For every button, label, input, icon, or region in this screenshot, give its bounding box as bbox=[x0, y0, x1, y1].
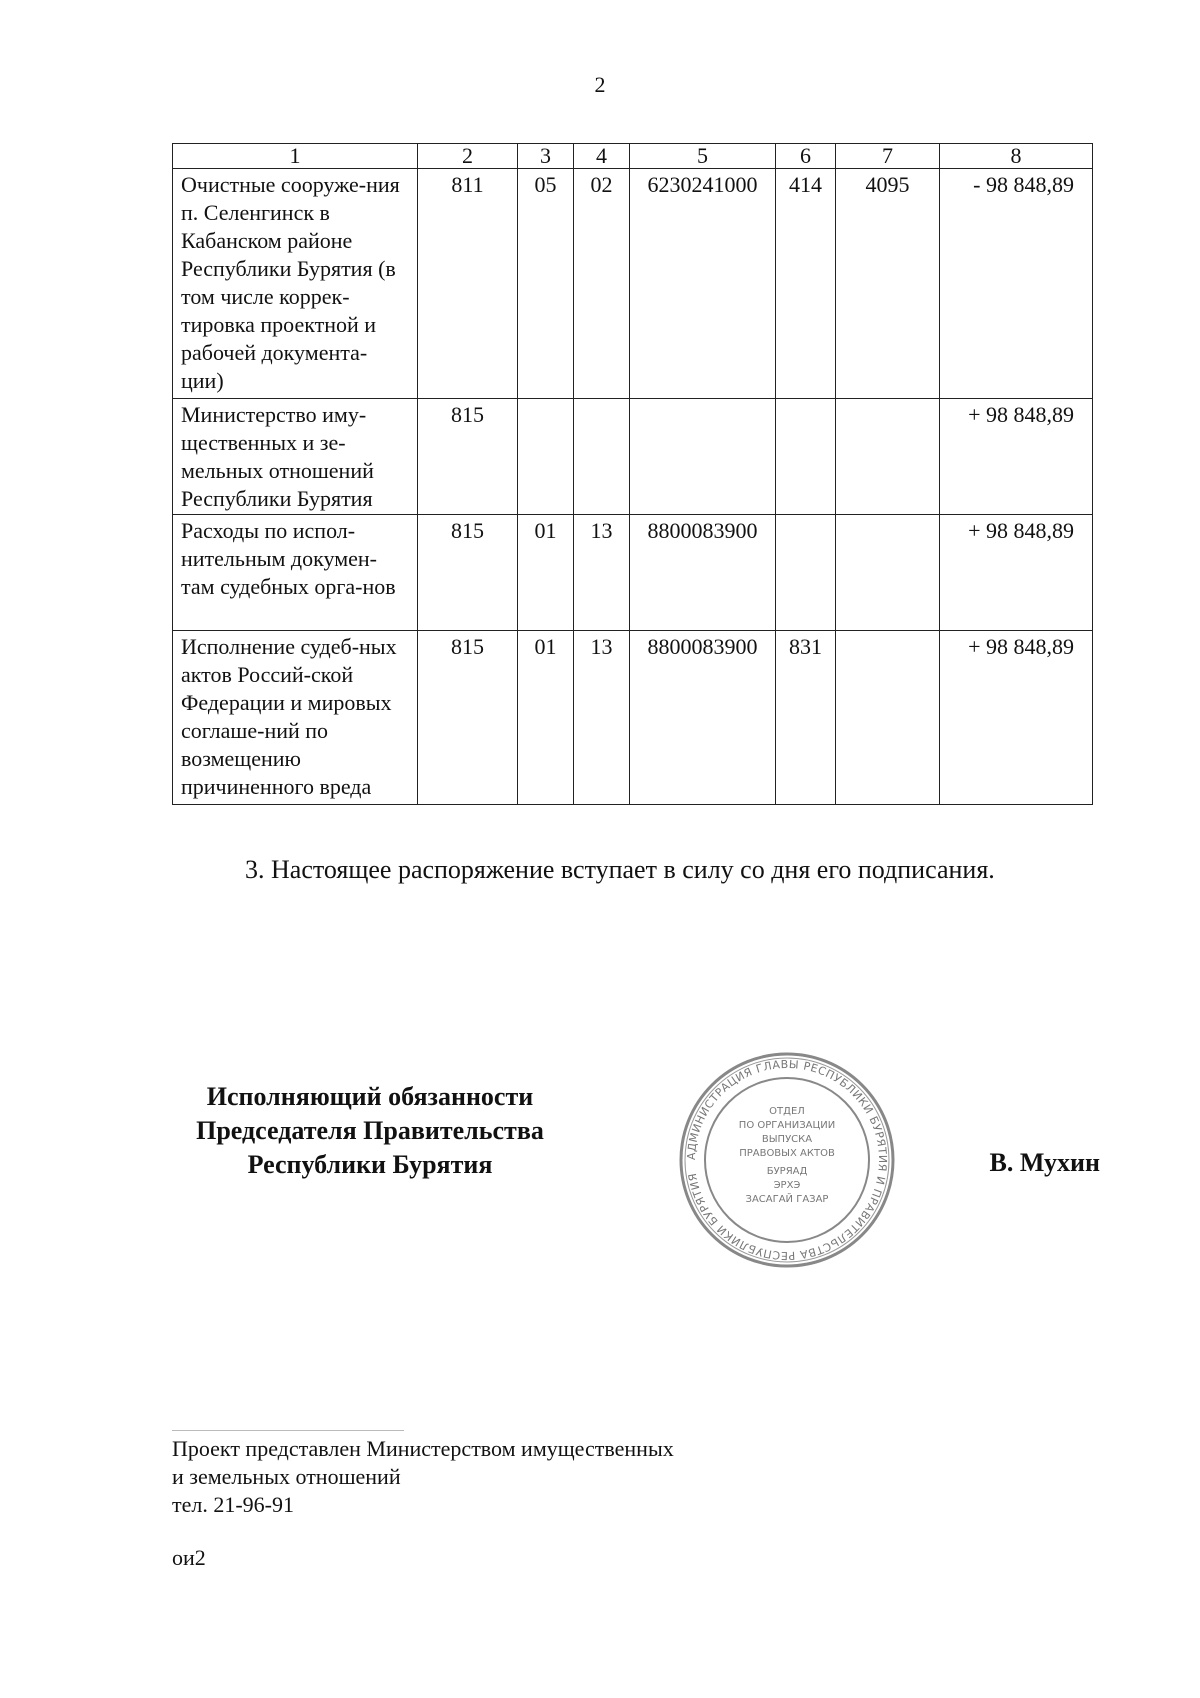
signer-name: В. Мухин bbox=[989, 1148, 1100, 1177]
table-cell-sum: - 98 848,89 bbox=[940, 169, 1093, 399]
signer-title-line: Республики Бурятия bbox=[247, 1150, 493, 1179]
table-cell: 815 bbox=[418, 399, 518, 515]
seal-inner-line: ВЫПУСКА bbox=[761, 1134, 813, 1145]
table-cell: 815 bbox=[418, 515, 518, 631]
seal-inner-line: БУРЯАД bbox=[766, 1166, 808, 1177]
table-cell: 13 bbox=[574, 515, 630, 631]
table-cell: 01 bbox=[518, 631, 574, 805]
signer-title-line: Исполняющий обязанности bbox=[206, 1082, 534, 1111]
svg-text:АДМИНИСТРАЦИЯ ГЛАВЫ РЕСПУБЛИКИ bbox=[685, 1058, 889, 1262]
footnote-line: тел. 21-96-91 bbox=[172, 1492, 295, 1517]
footnote bbox=[172, 1435, 674, 1519]
table-cell: 811 bbox=[418, 169, 518, 399]
table-cell-name: Очистные сооруже-ния п. Селенгинск в Кабанском районе Республики Бурятия (в том числе коррек-тировка проектной и рабочей документа-ции) bbox=[173, 169, 418, 399]
table-cell bbox=[630, 399, 776, 515]
table-cell: 414 bbox=[776, 169, 836, 399]
column-header: 3 bbox=[518, 144, 574, 169]
footnote-line: и земельных отношений bbox=[172, 1464, 401, 1489]
footnote-line: Проект представлен Министерством имущественных bbox=[172, 1436, 674, 1461]
table-cell: 815 bbox=[418, 631, 518, 805]
table-row bbox=[173, 515, 1093, 631]
table-cell bbox=[836, 399, 940, 515]
table-row bbox=[173, 631, 1093, 805]
table-cell: 4095 bbox=[836, 169, 940, 399]
seal-inner-line: ЗАСАГАЙ ГАЗАР bbox=[745, 1194, 829, 1205]
seal-inner-line: ПРАВОВЫХ АКТОВ bbox=[739, 1148, 835, 1159]
seal-inner-line: ОТДЕЛ bbox=[769, 1106, 805, 1117]
signer-title-line: Председателя Правительства bbox=[196, 1116, 544, 1145]
table-cell-sum: + 98 848,89 bbox=[940, 399, 1093, 515]
column-header: 7 bbox=[836, 144, 940, 169]
table-cell-name: Расходы по испол-нительным докумен-там судебных орга-нов bbox=[173, 515, 418, 631]
clause-text: 3. Настоящее распоряжение вступает в силу со дня его подписания. bbox=[245, 855, 995, 884]
table-cell-name: Исполнение судеб-ных актов Россий-ской Федерации и мировых соглаше-ний по возмещению причиненного вреда bbox=[173, 631, 418, 805]
table-cell: 05 bbox=[518, 169, 574, 399]
budget-table bbox=[172, 143, 1093, 805]
table-cell-sum: + 98 848,89 bbox=[940, 515, 1093, 631]
table-cell: 01 bbox=[518, 515, 574, 631]
seal-outer-text: АДМИНИСТРАЦИЯ ГЛАВЫ РЕСПУБЛИКИ БУРЯТИЯ И ПРАВИТЕЛЬСТВА РЕСПУБЛИКИ БУРЯТИЯ bbox=[684, 1057, 890, 1263]
official-seal bbox=[672, 1050, 902, 1270]
column-header: 8 bbox=[940, 144, 1093, 169]
table-cell: 02 bbox=[574, 169, 630, 399]
table-cell-name: Министерство иму-щественных и зе-мельных отношений Республики Бурятия bbox=[173, 399, 418, 515]
table-cell bbox=[836, 515, 940, 631]
table-cell bbox=[574, 399, 630, 515]
table-cell: 8800083900 bbox=[630, 631, 776, 805]
table-cell bbox=[776, 515, 836, 631]
table-cell: 13 bbox=[574, 631, 630, 805]
table-row bbox=[173, 399, 1093, 515]
document-code: ои2 bbox=[172, 1545, 206, 1570]
column-header: 4 bbox=[574, 144, 630, 169]
table-cell bbox=[776, 399, 836, 515]
table-row bbox=[173, 169, 1093, 399]
seal-inner-line: ПО ОРГАНИЗАЦИИ bbox=[738, 1120, 836, 1131]
table-header-row bbox=[173, 144, 1093, 169]
page-number: 2 bbox=[594, 72, 606, 97]
table-cell bbox=[518, 399, 574, 515]
seal-inner-line: ЭРХЭ bbox=[773, 1180, 801, 1191]
table-cell bbox=[836, 631, 940, 805]
column-header: 2 bbox=[418, 144, 518, 169]
table-cell: 8800083900 bbox=[630, 515, 776, 631]
column-header: 1 bbox=[173, 144, 418, 169]
footnote-divider bbox=[172, 1430, 404, 1431]
table-cell: 831 bbox=[776, 631, 836, 805]
table-cell: 6230241000 bbox=[630, 169, 776, 399]
column-header: 6 bbox=[776, 144, 836, 169]
table-cell-sum: + 98 848,89 bbox=[940, 631, 1093, 805]
column-header: 5 bbox=[630, 144, 776, 169]
signer-title bbox=[160, 1080, 580, 1182]
